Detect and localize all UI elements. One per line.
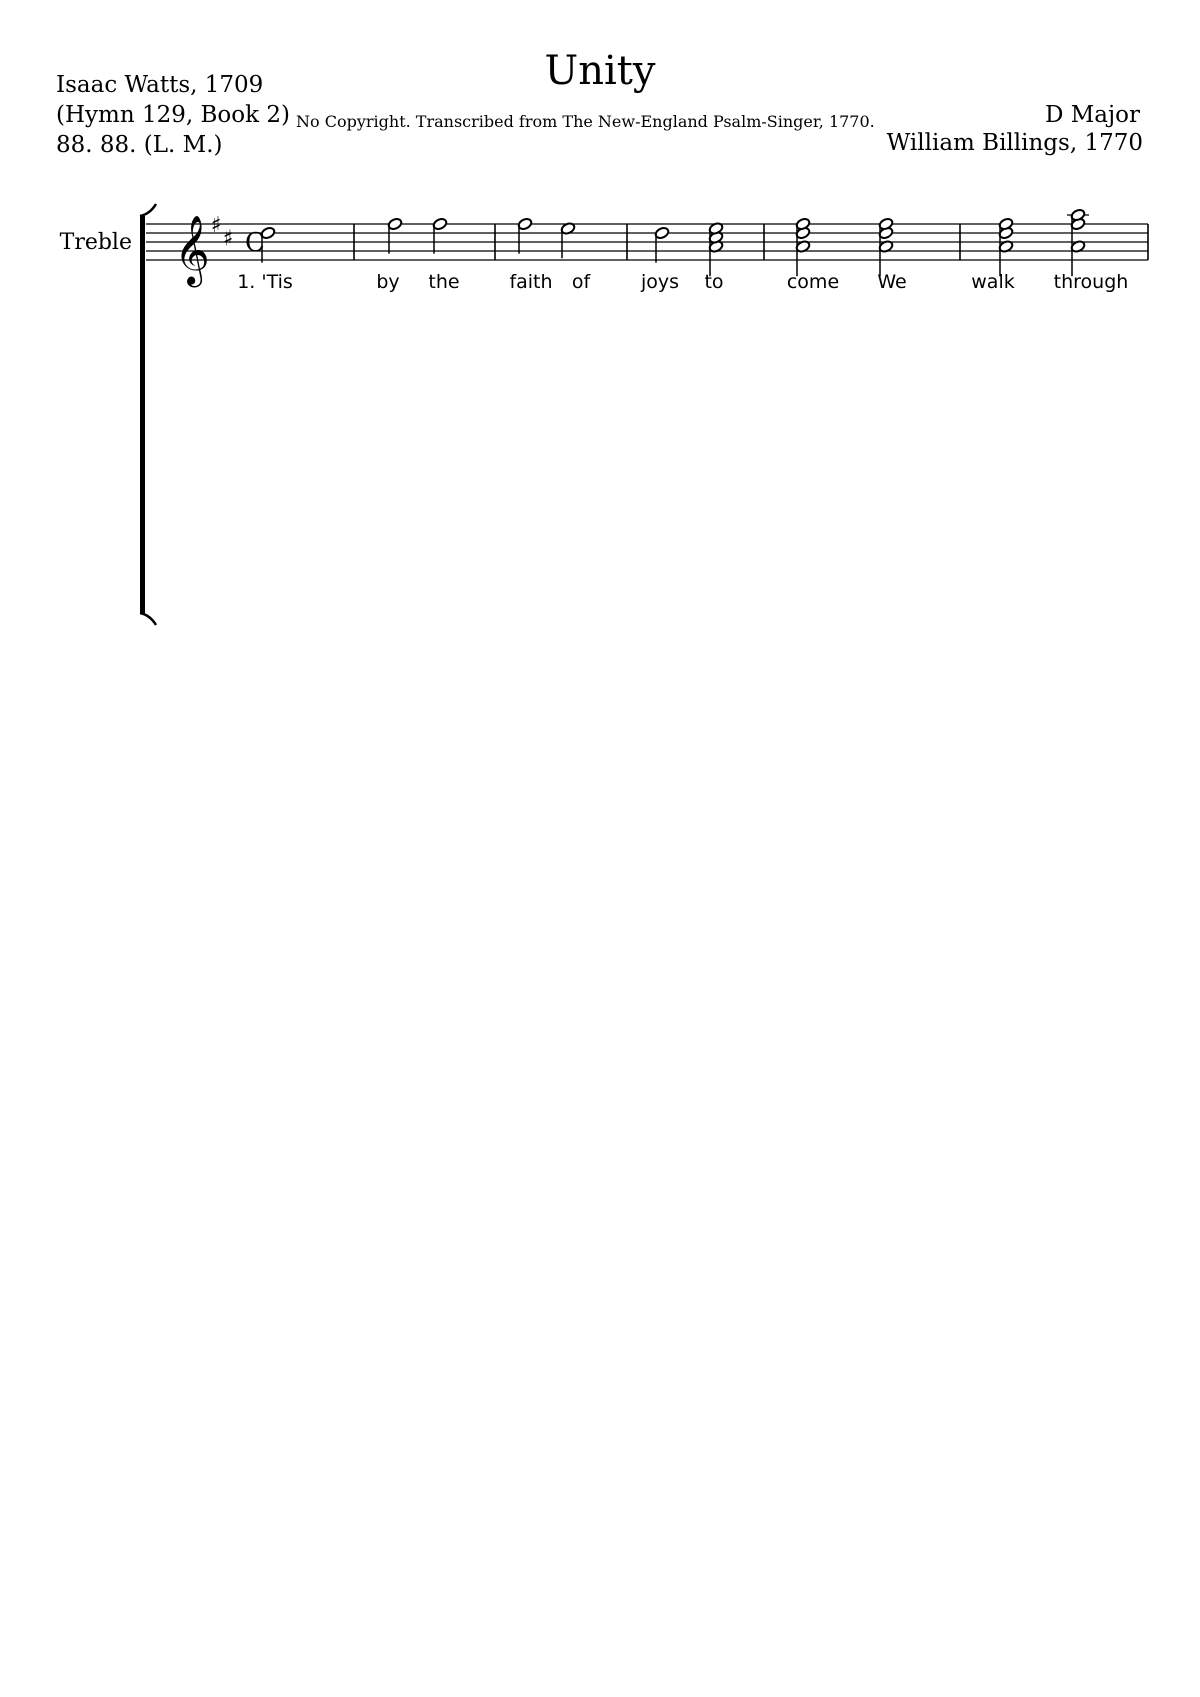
common-time-icon: C <box>245 228 265 258</box>
lyric-syllable: through <box>1053 271 1129 293</box>
staff-name-1-1: Treble <box>59 230 132 255</box>
key-signature-sharp-icon: ♯ <box>210 213 222 238</box>
lyric-syllable: the <box>428 271 460 293</box>
bracket-icon <box>140 216 145 613</box>
key-label: D Major <box>1045 102 1140 128</box>
lyric-syllable: faith <box>509 271 553 293</box>
lyric-syllable: joys <box>640 271 680 293</box>
system-1 <box>140 204 1148 625</box>
hymn-reference: (Hymn 129, Book 2) <box>56 102 290 128</box>
lyric-syllable: of <box>571 271 591 293</box>
bracket-top-icon <box>140 204 156 216</box>
bracket-bottom-icon <box>140 613 156 625</box>
lyric-syllable: We <box>877 271 907 293</box>
piece-title: Unity <box>544 48 656 94</box>
poet-credit: Isaac Watts, 1709 <box>56 72 264 98</box>
lyric-syllable: walk <box>971 271 1015 293</box>
copyright-notice: No Copyright. Transcribed from The New-England Psalm-Singer, 1770. <box>296 112 875 131</box>
composer-credit: William Billings, 1770 <box>886 130 1143 156</box>
lyric-syllable: to <box>704 271 724 293</box>
lyric-syllable: by <box>376 271 400 293</box>
lyric-syllable: 1. 'Tis <box>237 271 293 293</box>
treble-clef-icon: 𝄞 <box>174 215 210 285</box>
key-signature-sharp-icon: ♯ <box>222 226 234 252</box>
lyric-syllable: come <box>786 271 840 293</box>
meter-label: 88. 88. (L. M.) <box>56 132 223 158</box>
